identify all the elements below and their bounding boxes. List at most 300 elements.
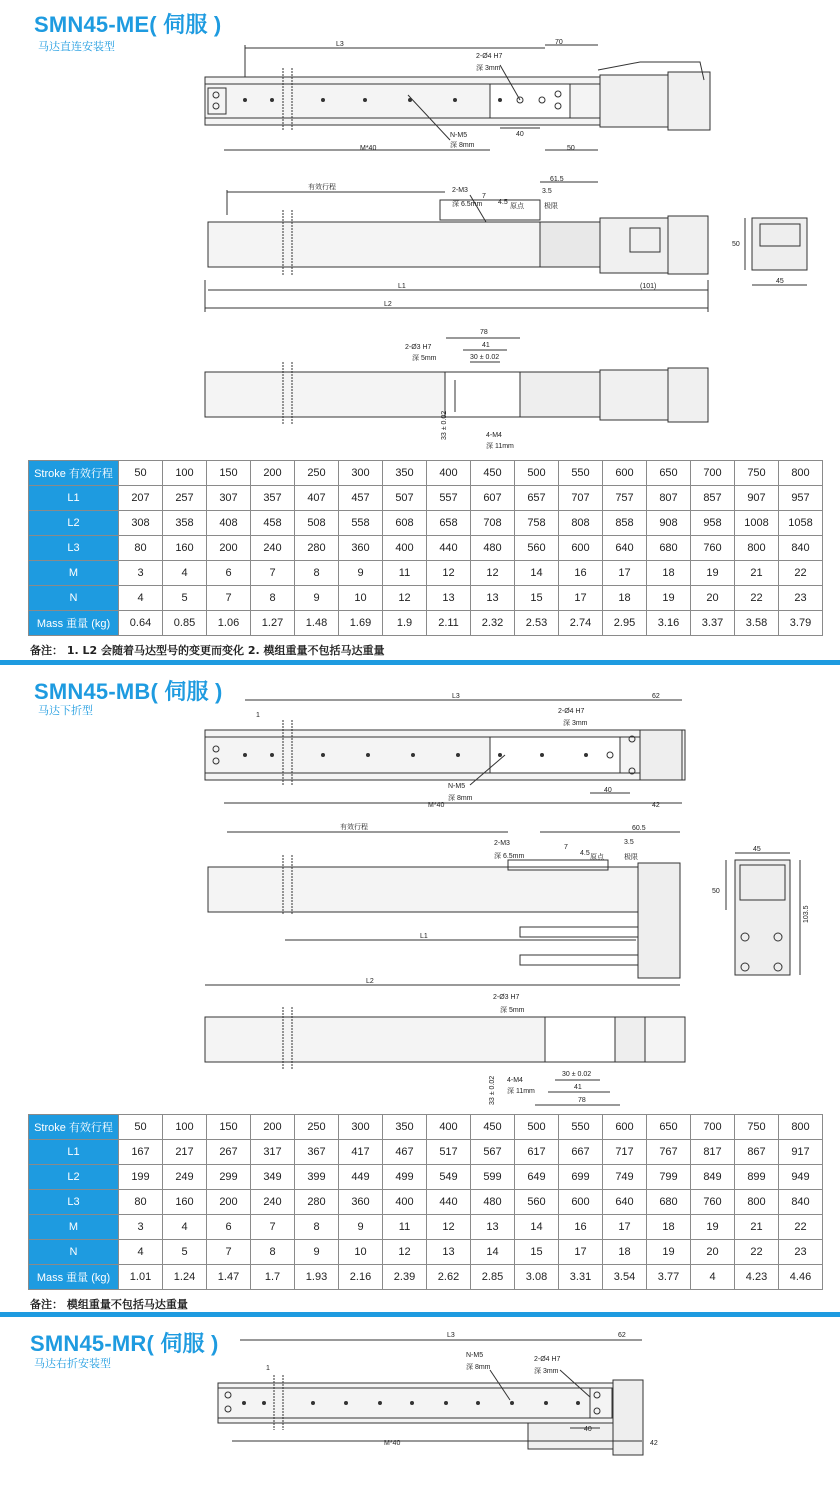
table-cell: 608 <box>383 511 427 536</box>
dim-62: 62 <box>652 693 660 700</box>
table-cell: 450 <box>471 1115 515 1140</box>
table-cell: 2.32 <box>471 611 515 636</box>
table-cell: 280 <box>295 1190 339 1215</box>
table-cell: 400 <box>383 536 427 561</box>
table-row <box>29 461 823 486</box>
dim-limit: 极限 <box>624 854 638 861</box>
table-cell: 607 <box>471 486 515 511</box>
dim-78: 78 <box>480 329 488 336</box>
dim-41: 41 <box>574 1084 582 1091</box>
table-cell: 50 <box>119 1115 163 1140</box>
dim-45: 4.5 <box>498 199 508 206</box>
table-cell: 500 <box>515 461 559 486</box>
table-cell: 417 <box>339 1140 383 1165</box>
table-cell: 207 <box>119 486 163 511</box>
section-title: SMN45-MB( 伺服 ) <box>34 679 223 704</box>
table-cell: 16 <box>559 1215 603 1240</box>
table-cell: 907 <box>735 486 779 511</box>
table-cell: 16 <box>559 561 603 586</box>
table-cell: 3.58 <box>735 611 779 636</box>
table-cell: 708 <box>471 511 515 536</box>
table-cell: 4 <box>163 1215 207 1240</box>
table-cell: 250 <box>295 1115 339 1140</box>
table-cell: 8 <box>295 1215 339 1240</box>
table-cell: 80 <box>119 536 163 561</box>
table-cell: 0.85 <box>163 611 207 636</box>
table-row <box>29 1215 823 1240</box>
table-cell: 749 <box>603 1165 647 1190</box>
table-cell: 658 <box>427 511 471 536</box>
table-cell: 21 <box>735 1215 779 1240</box>
table-cell: 19 <box>691 561 735 586</box>
top-view-drawing <box>0 665 840 1110</box>
table-cell: 367 <box>295 1140 339 1165</box>
table-cell: 680 <box>647 536 691 561</box>
table-cell: 23 <box>779 1240 823 1265</box>
dim-30: 30 ± 0.02 <box>470 354 500 361</box>
table-cell: 700 <box>691 461 735 486</box>
table-cell: 17 <box>603 561 647 586</box>
table-cell: 9 <box>339 561 383 586</box>
table-cell: 0.64 <box>119 611 163 636</box>
table-cell: 757 <box>603 486 647 511</box>
table-cell: 640 <box>603 1190 647 1215</box>
dim-40: 40 <box>584 1426 592 1433</box>
table-cell: 21 <box>735 561 779 586</box>
dim-m40: M*40 <box>360 145 377 152</box>
dim-depth11: 深 11mm <box>507 1088 535 1095</box>
table-cell: 667 <box>559 1140 603 1165</box>
table-cell: 349 <box>251 1165 295 1190</box>
table-cell: 467 <box>383 1140 427 1165</box>
table-cell: 750 <box>735 461 779 486</box>
table-cell: 100 <box>163 1115 207 1140</box>
section-mr <box>0 1315 840 1500</box>
table-cell: 5 <box>163 1240 207 1265</box>
table-cell: 1.7 <box>251 1265 295 1290</box>
table-cell: 22 <box>735 1240 779 1265</box>
section-me <box>0 0 840 665</box>
table-row <box>29 1165 823 1190</box>
table-cell: 160 <box>163 536 207 561</box>
spec-table <box>28 1114 823 1290</box>
table-row <box>29 1190 823 1215</box>
table-cell: 6 <box>207 1215 251 1240</box>
table-cell: 200 <box>207 1190 251 1215</box>
table-cell: 307 <box>207 486 251 511</box>
dim-depth8: 深 8mm <box>466 1364 491 1371</box>
section-mb <box>0 665 840 1315</box>
table-row <box>29 1115 823 1140</box>
table-cell: 6 <box>207 561 251 586</box>
table-cell: 350 <box>383 461 427 486</box>
row-header: N <box>29 1240 119 1265</box>
table-cell: 3.16 <box>647 611 691 636</box>
table-cell: 458 <box>251 511 295 536</box>
table-cell: 4.23 <box>735 1265 779 1290</box>
table-cell: 358 <box>163 511 207 536</box>
table-cell: 560 <box>515 536 559 561</box>
table-cell: 767 <box>647 1140 691 1165</box>
dim-w50: 50 <box>732 241 740 248</box>
table-cell: 280 <box>295 536 339 561</box>
table-cell: 707 <box>559 486 603 511</box>
table-cell: 1058 <box>779 511 823 536</box>
dim-hole: 2-Ø4 H7 <box>558 708 585 715</box>
table-cell: 300 <box>339 461 383 486</box>
table-cell: 800 <box>735 1190 779 1215</box>
table-cell: 550 <box>559 1115 603 1140</box>
table-cell: 1.47 <box>207 1265 251 1290</box>
table-cell: 13 <box>471 586 515 611</box>
dim-l3: L3 <box>447 1332 455 1339</box>
dim-w45: 45 <box>776 278 784 285</box>
table-cell: 18 <box>647 1215 691 1240</box>
row-header: L3 <box>29 536 119 561</box>
dim-m4: 4-M4 <box>486 432 502 439</box>
table-cell: 600 <box>603 1115 647 1140</box>
table-cell: 849 <box>691 1165 735 1190</box>
table-row <box>29 611 823 636</box>
table-cell: 1.48 <box>295 611 339 636</box>
table-cell: 19 <box>691 1215 735 1240</box>
dim-m4: 4-M4 <box>507 1077 523 1084</box>
row-header: L3 <box>29 1190 119 1215</box>
dim-50: 50 <box>567 145 575 152</box>
table-cell: 3.77 <box>647 1265 691 1290</box>
table-cell: 440 <box>427 1190 471 1215</box>
table-cell: 19 <box>647 586 691 611</box>
dim-42: 42 <box>652 802 660 809</box>
table-cell: 800 <box>735 536 779 561</box>
dim-w45: 45 <box>753 846 761 853</box>
dim-depth8: 深 8mm <box>450 142 475 149</box>
table-cell: 3 <box>119 1215 163 1240</box>
table-cell: 1.69 <box>339 611 383 636</box>
dim-40: 40 <box>604 787 612 794</box>
table-cell: 2.39 <box>383 1265 427 1290</box>
table-cell: 9 <box>339 1215 383 1240</box>
top-view-drawing <box>0 0 840 460</box>
row-header: Mass 重量 (kg) <box>29 1265 119 1290</box>
table-cell: 2.85 <box>471 1265 515 1290</box>
dim-615: 61.5 <box>550 176 564 183</box>
row-header: Mass 重量 (kg) <box>29 611 119 636</box>
row-header: L1 <box>29 1140 119 1165</box>
table-cell: 8 <box>295 561 339 586</box>
table-cell: 80 <box>119 1190 163 1215</box>
table-cell: 599 <box>471 1165 515 1190</box>
table-cell: 13 <box>427 586 471 611</box>
table-row <box>29 486 823 511</box>
table-row <box>29 511 823 536</box>
table-cell: 14 <box>515 561 559 586</box>
section-title: SMN45-MR( 伺服 ) <box>30 1331 219 1356</box>
dim-1: 1 <box>256 712 260 719</box>
dim-30: 30 ± 0.02 <box>562 1071 592 1078</box>
dim-depth: 深 3mm <box>476 65 501 72</box>
dim-m3: 2-M3 <box>494 840 510 847</box>
table-cell: 3.08 <box>515 1265 559 1290</box>
dim-nm5: N-M5 <box>450 132 468 139</box>
table-cell: 357 <box>251 486 295 511</box>
table-cell: 7 <box>251 561 295 586</box>
table-cell: 508 <box>295 511 339 536</box>
dim-101: (101) <box>640 283 657 290</box>
row-header: L1 <box>29 486 119 511</box>
dim-h50: 50 <box>712 888 720 895</box>
table-cell: 9 <box>295 1240 339 1265</box>
dim-depth5: 深 5mm <box>500 1007 525 1014</box>
section-title: SMN45-ME( 伺服 ) <box>34 12 222 37</box>
table-cell: 699 <box>559 1165 603 1190</box>
dim-hole: 2-Ø4 H7 <box>476 53 503 60</box>
table-cell: 899 <box>735 1165 779 1190</box>
table-cell: 858 <box>603 511 647 536</box>
dim-35: 3.5 <box>624 839 634 846</box>
table-cell: 300 <box>339 1115 383 1140</box>
dim-l2: L2 <box>384 301 392 308</box>
table-cell: 249 <box>163 1165 207 1190</box>
table-cell: 1.01 <box>119 1265 163 1290</box>
dim-35: 3.5 <box>542 188 552 195</box>
table-cell: 17 <box>603 1215 647 1240</box>
table-cell: 267 <box>207 1140 251 1165</box>
table-cell: 450 <box>471 461 515 486</box>
dim-33: 33 ± 0.02 <box>441 410 448 440</box>
table-cell: 22 <box>735 586 779 611</box>
table-cell: 2.95 <box>603 611 647 636</box>
table-cell: 8 <box>251 1240 295 1265</box>
table-cell: 640 <box>603 536 647 561</box>
table-cell: 17 <box>559 586 603 611</box>
table-cell: 22 <box>779 561 823 586</box>
table-cell: 11 <box>383 561 427 586</box>
table-cell: 457 <box>339 486 383 511</box>
table-cell: 407 <box>295 486 339 511</box>
table-cell: 449 <box>339 1165 383 1190</box>
table-cell: 11 <box>383 1215 427 1240</box>
footnote: 备注： 1. L2 会随着马达型号的变更而变化 2. 模组重量不包括马达重量 <box>30 644 385 657</box>
table-cell: 17 <box>559 1240 603 1265</box>
table-cell: 200 <box>251 1115 295 1140</box>
table-cell: 10 <box>339 1240 383 1265</box>
footnote: 备注： 模组重量不包括马达重量 <box>30 1298 188 1311</box>
section-subtitle: 马达直连安装型 <box>38 40 115 53</box>
table-cell: 240 <box>251 536 295 561</box>
table-cell: 12 <box>471 561 515 586</box>
row-header: L2 <box>29 1165 119 1190</box>
table-cell: 7 <box>207 1240 251 1265</box>
dim-origin: 原点 <box>590 854 604 861</box>
table-cell: 15 <box>515 1240 559 1265</box>
table-cell: 600 <box>559 1190 603 1215</box>
dim-nm5: N-M5 <box>448 783 466 790</box>
dim-70: 70 <box>555 39 563 46</box>
dim-78: 78 <box>578 1097 586 1104</box>
table-cell: 167 <box>119 1140 163 1165</box>
dim-depth65: 深 6.5mm <box>452 201 483 208</box>
table-cell: 857 <box>691 486 735 511</box>
dim-depth5: 深 5mm <box>412 355 437 362</box>
table-cell: 4 <box>119 586 163 611</box>
dim-45: 4.5 <box>580 850 590 857</box>
table-cell: 14 <box>471 1240 515 1265</box>
section-subtitle: 马达右折安装型 <box>34 1357 111 1370</box>
dim-limit: 极限 <box>544 203 558 210</box>
table-cell: 517 <box>427 1140 471 1165</box>
row-header: M <box>29 561 119 586</box>
table-row <box>29 536 823 561</box>
table-cell: 917 <box>779 1140 823 1165</box>
dim-40: 40 <box>516 131 524 138</box>
table-cell: 507 <box>383 486 427 511</box>
table-cell: 680 <box>647 1190 691 1215</box>
table-cell: 299 <box>207 1165 251 1190</box>
table-cell: 1008 <box>735 511 779 536</box>
table-cell: 400 <box>383 1190 427 1215</box>
table-cell: 2.62 <box>427 1265 471 1290</box>
table-cell: 13 <box>471 1215 515 1240</box>
table-cell: 558 <box>339 511 383 536</box>
dim-stroke: 有效行程 <box>340 824 368 831</box>
dim-7: 7 <box>482 193 486 200</box>
table-row <box>29 1265 823 1290</box>
table-cell: 958 <box>691 511 735 536</box>
table-cell: 480 <box>471 1190 515 1215</box>
dim-hole-b: 2-Ø3 H7 <box>405 344 432 351</box>
table-cell: 22 <box>779 1215 823 1240</box>
table-cell: 949 <box>779 1165 823 1190</box>
table-cell: 3.54 <box>603 1265 647 1290</box>
table-cell: 560 <box>515 1190 559 1215</box>
table-cell: 20 <box>691 586 735 611</box>
table-cell: 200 <box>251 461 295 486</box>
table-cell: 18 <box>603 1240 647 1265</box>
table-cell: 700 <box>691 1115 735 1140</box>
table-cell: 760 <box>691 1190 735 1215</box>
section-subtitle: 马达下折型 <box>38 704 93 717</box>
table-cell: 750 <box>735 1115 779 1140</box>
table-cell: 399 <box>295 1165 339 1190</box>
table-cell: 549 <box>427 1165 471 1190</box>
table-cell: 400 <box>427 1115 471 1140</box>
table-cell: 867 <box>735 1140 779 1165</box>
table-cell: 2.16 <box>339 1265 383 1290</box>
dim-depth: 深 3mm <box>563 720 588 727</box>
dim-depth: 深 3mm <box>534 1368 559 1375</box>
table-cell: 4 <box>163 561 207 586</box>
dim-l1: L1 <box>398 283 406 290</box>
table-cell: 15 <box>515 586 559 611</box>
dim-hole-b: 2-Ø3 H7 <box>493 994 520 1001</box>
dim-l1: L1 <box>420 933 428 940</box>
table-cell: 13 <box>427 1240 471 1265</box>
dim-62: 62 <box>618 1332 626 1339</box>
table-cell: 2.74 <box>559 611 603 636</box>
table-cell: 440 <box>427 536 471 561</box>
spec-table <box>28 460 823 636</box>
table-cell: 8 <box>251 586 295 611</box>
table-cell: 600 <box>603 461 647 486</box>
dim-depth65: 深 6.5mm <box>494 853 525 860</box>
table-cell: 3.79 <box>779 611 823 636</box>
dim-605: 60.5 <box>632 825 646 832</box>
table-cell: 480 <box>471 536 515 561</box>
table-cell: 499 <box>383 1165 427 1190</box>
dim-l2: L2 <box>366 978 374 985</box>
table-cell: 12 <box>427 1215 471 1240</box>
table-cell: 200 <box>207 536 251 561</box>
dim-m40: M*40 <box>428 802 445 809</box>
table-cell: 3.31 <box>559 1265 603 1290</box>
table-cell: 800 <box>779 461 823 486</box>
table-cell: 1.06 <box>207 611 251 636</box>
table-cell: 9 <box>295 586 339 611</box>
table-cell: 150 <box>207 461 251 486</box>
table-cell: 350 <box>383 1115 427 1140</box>
table-cell: 3 <box>119 561 163 586</box>
table-cell: 840 <box>779 536 823 561</box>
table-cell: 20 <box>691 1240 735 1265</box>
table-cell: 908 <box>647 511 691 536</box>
table-cell: 500 <box>515 1115 559 1140</box>
dim-m3: 2-M3 <box>452 187 468 194</box>
table-cell: 1.27 <box>251 611 295 636</box>
row-header: Stroke 有效行程 <box>29 1115 119 1140</box>
table-row <box>29 586 823 611</box>
table-cell: 12 <box>427 561 471 586</box>
table-cell: 600 <box>559 536 603 561</box>
dim-33: 33 ± 0.02 <box>489 1075 496 1105</box>
table-row <box>29 1240 823 1265</box>
row-header: M <box>29 1215 119 1240</box>
table-cell: 150 <box>207 1115 251 1140</box>
dim-h1035: 103.5 <box>803 905 810 923</box>
row-header: Stroke 有效行程 <box>29 461 119 486</box>
dim-m40: M*40 <box>384 1440 401 1447</box>
table-cell: 1.93 <box>295 1265 339 1290</box>
table-cell: 657 <box>515 486 559 511</box>
table-cell: 760 <box>691 536 735 561</box>
table-cell: 617 <box>515 1140 559 1165</box>
table-cell: 799 <box>647 1165 691 1190</box>
table-cell: 957 <box>779 486 823 511</box>
table-cell: 4 <box>691 1265 735 1290</box>
table-cell: 50 <box>119 461 163 486</box>
row-header: N <box>29 586 119 611</box>
table-cell: 4 <box>119 1240 163 1265</box>
table-cell: 1.9 <box>383 611 427 636</box>
table-cell: 18 <box>647 561 691 586</box>
table-cell: 12 <box>383 586 427 611</box>
table-cell: 717 <box>603 1140 647 1165</box>
dim-l3: L3 <box>452 693 460 700</box>
table-cell: 2.53 <box>515 611 559 636</box>
table-cell: 800 <box>779 1115 823 1140</box>
table-cell: 14 <box>515 1215 559 1240</box>
table-cell: 18 <box>603 586 647 611</box>
table-cell: 7 <box>207 586 251 611</box>
table-cell: 650 <box>647 1115 691 1140</box>
table-cell: 4.46 <box>779 1265 823 1290</box>
table-cell: 257 <box>163 486 207 511</box>
table-cell: 2.11 <box>427 611 471 636</box>
table-cell: 1.24 <box>163 1265 207 1290</box>
top-view-drawing <box>0 1315 840 1500</box>
table-cell: 5 <box>163 586 207 611</box>
table-row <box>29 561 823 586</box>
